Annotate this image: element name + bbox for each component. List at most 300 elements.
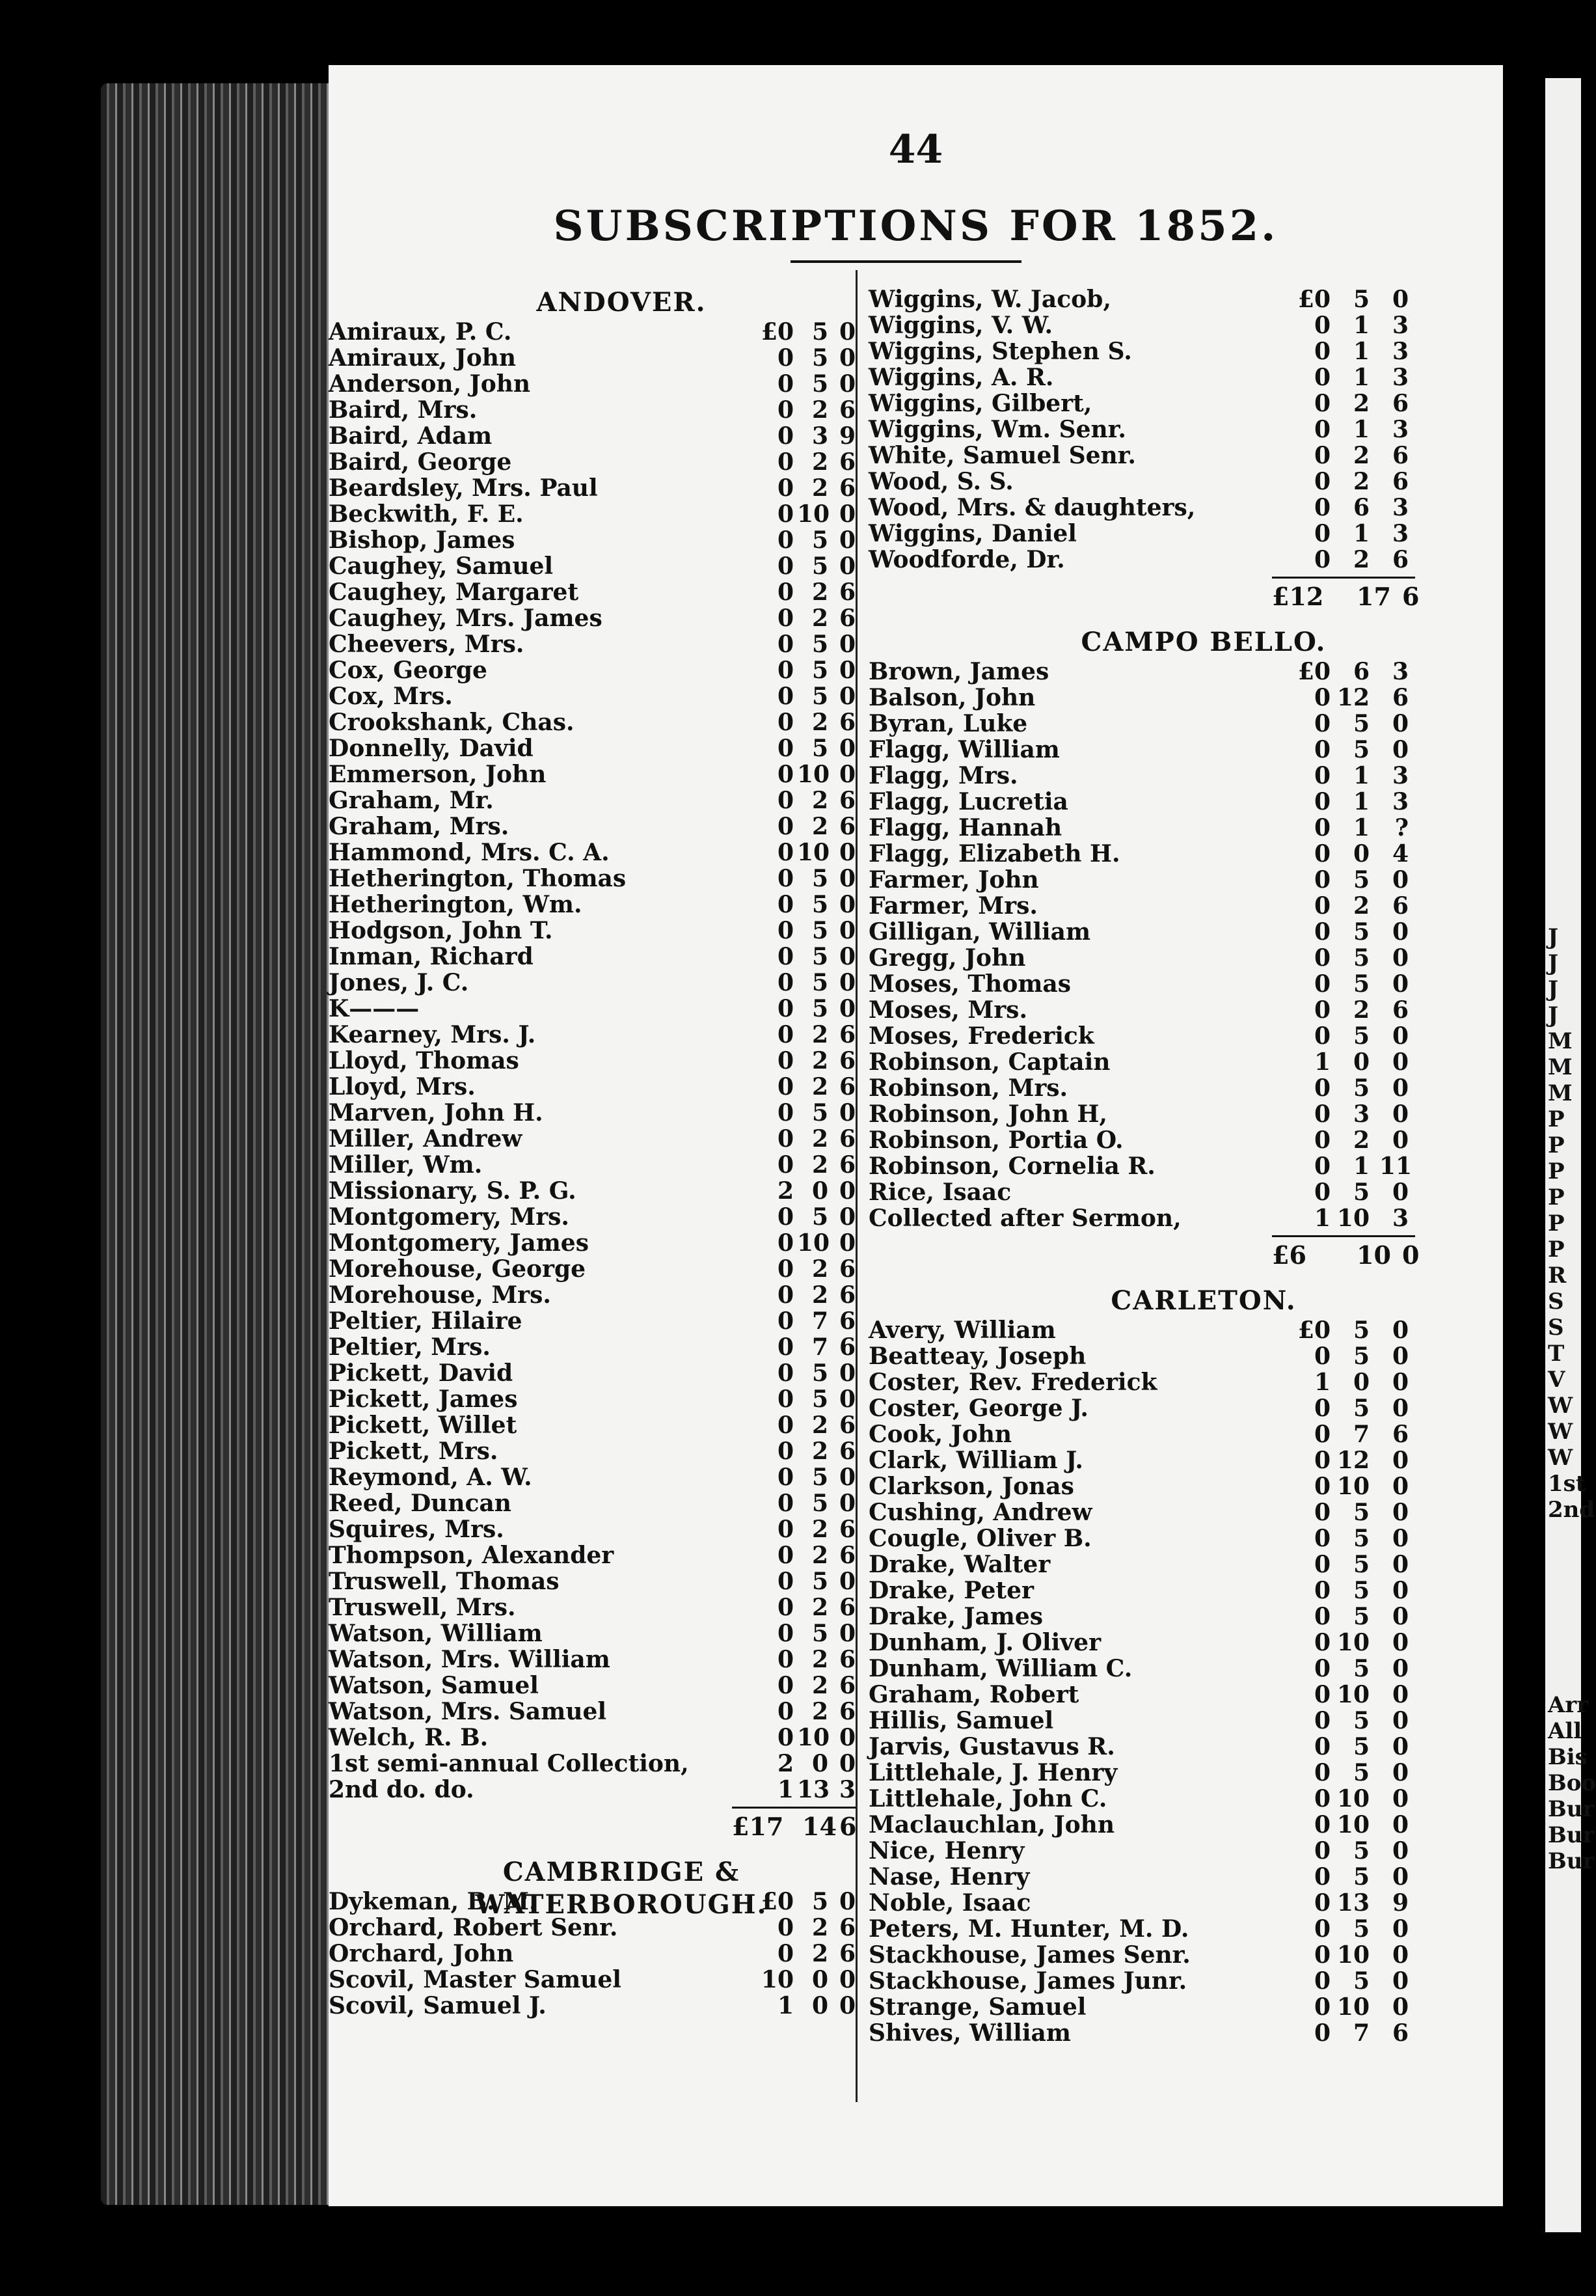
pence: 0 xyxy=(839,1229,856,1257)
total-pounds: £17 xyxy=(732,1812,784,1841)
pence: 3 xyxy=(1392,494,1409,521)
pounds: 0 xyxy=(777,735,794,762)
subscriber-row xyxy=(869,1604,1461,1630)
pounds: 0 xyxy=(1314,364,1331,391)
shillings: 5 xyxy=(1353,1022,1370,1050)
subscriber-name: Kearney, Mrs. J. xyxy=(329,1021,536,1048)
shillings: 5 xyxy=(1353,970,1370,998)
subscriber-name: Wiggins, Gilbert, xyxy=(869,390,1092,417)
pence: 0 xyxy=(1392,918,1409,946)
subscriber-name: Strange, Samuel xyxy=(869,1993,1087,2021)
subscriber-name: Anderson, John xyxy=(329,370,531,398)
subscriber-row xyxy=(869,1447,1461,1473)
subscriber-row xyxy=(869,1101,1461,1127)
pence: 0 xyxy=(839,761,856,788)
shillings: 1 xyxy=(1353,814,1370,841)
shillings: 5 xyxy=(811,865,828,892)
adjacent-page-fragment: J xyxy=(1548,950,1559,976)
adjacent-page-fragment: 1st xyxy=(1548,1471,1586,1497)
subscriber-name: Watson, Samuel xyxy=(329,1672,539,1699)
subscriber-row xyxy=(329,423,862,449)
pounds: 0 xyxy=(1314,520,1331,547)
subscriber-row xyxy=(329,1620,862,1647)
subscriber-name: Baird, Adam xyxy=(329,422,493,450)
shillings: 12 xyxy=(1336,684,1370,711)
subscriber-name: Flagg, Elizabeth H. xyxy=(869,840,1120,868)
subscriber-name: Dykeman, B. M. xyxy=(329,1888,537,1915)
pence: 6 xyxy=(839,1594,856,1621)
shillings: 10 xyxy=(1336,1811,1370,1838)
pounds: 0 xyxy=(1314,2019,1331,2047)
pounds: 0 xyxy=(777,1724,794,1751)
subscriber-row xyxy=(329,449,862,475)
subscriber-name: Robinson, Cornelia R. xyxy=(869,1153,1156,1180)
subscriber-row xyxy=(329,319,862,345)
adjacent-page-fragment: R xyxy=(1548,1263,1567,1289)
adjacent-page-fragment: S xyxy=(1548,1289,1564,1315)
shillings: 2 xyxy=(811,1021,828,1048)
shillings: 10 xyxy=(797,839,830,866)
subscriber-row xyxy=(869,1395,1461,1421)
pounds: 0 xyxy=(1314,1837,1331,1865)
subscriber-row xyxy=(869,945,1461,971)
pence: 0 xyxy=(839,943,856,970)
pounds: 0 xyxy=(1314,1525,1331,1552)
subscriber-row xyxy=(329,840,862,866)
shillings: 5 xyxy=(811,631,828,658)
pounds: 0 xyxy=(777,396,794,424)
subscriber-name: Graham, Mr. xyxy=(329,787,494,814)
subscriber-row xyxy=(329,605,862,631)
subscriber-name: Wiggins, W. Jacob, xyxy=(869,286,1111,313)
pence: 0 xyxy=(839,1620,856,1647)
pounds: 0 xyxy=(777,1151,794,1179)
subscriber-name: Wiggins, Daniel xyxy=(869,520,1077,547)
subscriber-name: Hammond, Mrs. C. A. xyxy=(329,839,610,866)
pounds: 0 xyxy=(1314,1153,1331,1180)
subscriber-name: Miller, Andrew xyxy=(329,1125,522,1153)
pence: 3 xyxy=(1392,338,1409,365)
pence: 6 xyxy=(1392,546,1409,573)
subscriber-row xyxy=(329,1516,862,1542)
pounds: 0 xyxy=(1314,1733,1331,1760)
shillings: 10 xyxy=(1336,1785,1370,1812)
subscriber-name: Bishop, James xyxy=(329,526,515,554)
shillings: 0 xyxy=(811,1177,828,1205)
pounds: 10 xyxy=(761,1966,794,1993)
shillings: 12 xyxy=(1336,1447,1370,1474)
subscriber-name: Flagg, Lucretia xyxy=(869,788,1068,815)
adjacent-page-fragment: P xyxy=(1548,1237,1565,1263)
adjacent-page-fragment: T xyxy=(1548,1341,1565,1367)
adjacent-page-fragment: S xyxy=(1548,1315,1564,1341)
subscriber-name: Drake, Peter xyxy=(869,1577,1034,1604)
subscriber-name: Baird, George xyxy=(329,448,512,476)
pence: 3 xyxy=(1392,762,1409,789)
subscriber-row xyxy=(869,659,1461,685)
subscriber-name: Cox, George xyxy=(329,657,487,684)
pounds: 0 xyxy=(1314,1395,1331,1422)
adjacent-page-fragment: Bur xyxy=(1548,1796,1595,1822)
pence: 6 xyxy=(1392,996,1409,1024)
pounds: 0 xyxy=(1314,710,1331,737)
subscriber-name: Amiraux, P. C. xyxy=(329,318,512,346)
subscriber-row xyxy=(329,1152,862,1178)
pence: 0 xyxy=(839,1177,856,1205)
pounds: 0 xyxy=(1314,1655,1331,1682)
subscriber-row xyxy=(329,1751,862,1777)
subscriber-name: Farmer, John xyxy=(869,866,1039,894)
shillings: 7 xyxy=(811,1307,828,1335)
subscriber-name: Wood, S. S. xyxy=(869,468,1014,495)
subscriber-name: Jones, J. C. xyxy=(329,969,469,996)
subscriber-row xyxy=(869,1205,1461,1231)
subscriber-row xyxy=(869,1812,1461,1838)
pounds: 0 xyxy=(777,1333,794,1361)
pounds: 0 xyxy=(1314,1447,1331,1474)
shillings: 1 xyxy=(1353,416,1370,443)
pence: 0 xyxy=(1392,1473,1409,1500)
subscriber-row xyxy=(329,1360,862,1386)
subscriber-name: Reed, Duncan xyxy=(329,1490,511,1517)
pounds: 0 xyxy=(1314,1499,1331,1526)
adjacent-page-fragment: P xyxy=(1548,1132,1565,1158)
adjacent-page-fragment: M xyxy=(1548,1080,1573,1106)
pounds: 0 xyxy=(777,1490,794,1517)
adjacent-page-fragment: M xyxy=(1548,1028,1573,1054)
shillings: 5 xyxy=(811,1490,828,1517)
subscriber-row xyxy=(329,1204,862,1230)
subscriber-name: K——— xyxy=(329,995,420,1022)
pounds: 0 xyxy=(777,344,794,372)
pounds: 0 xyxy=(777,1281,794,1309)
pence: 0 xyxy=(839,1490,856,1517)
section-total xyxy=(1272,1235,1420,1273)
pounds: 0 xyxy=(777,839,794,866)
shillings: 5 xyxy=(1353,1343,1370,1370)
pence: 0 xyxy=(839,865,856,892)
subscriber-row xyxy=(869,1864,1461,1890)
adjacent-page-fragment: M xyxy=(1548,1054,1573,1080)
shillings: 5 xyxy=(1353,944,1370,972)
shillings: 5 xyxy=(811,1464,828,1491)
pounds: 0 xyxy=(1314,1551,1331,1578)
pence: 6 xyxy=(839,474,856,502)
pounds: 0 xyxy=(777,1620,794,1647)
pence: 6 xyxy=(839,1021,856,1048)
shillings: 5 xyxy=(1353,1074,1370,1102)
subscriber-row xyxy=(329,709,862,735)
subscriber-row xyxy=(869,1968,1461,1994)
pounds: 0 xyxy=(777,1698,794,1725)
subscriber-row xyxy=(869,867,1461,893)
pounds: 0 xyxy=(777,1914,794,1941)
section-gap xyxy=(869,1273,1461,1285)
pounds: 1 xyxy=(1314,1048,1331,1076)
subscriber-name: Pickett, James xyxy=(329,1386,518,1413)
subscriber-row xyxy=(869,1179,1461,1205)
subscriber-name: Cook, John xyxy=(869,1421,1012,1448)
shillings: 5 xyxy=(811,1386,828,1413)
pence: 0 xyxy=(1392,1733,1409,1760)
pounds: 0 xyxy=(1314,416,1331,443)
subscriber-row xyxy=(869,789,1461,815)
subscriber-name: Farmer, Mrs. xyxy=(869,892,1038,920)
pounds: 0 xyxy=(1314,442,1331,469)
subscriber-name: Moses, Frederick xyxy=(869,1022,1094,1050)
subscriber-row xyxy=(869,2020,1461,2046)
pounds: 0 xyxy=(1314,840,1331,868)
pounds: 0 xyxy=(1314,970,1331,998)
pence: 0 xyxy=(1392,1655,1409,1682)
shillings: 2 xyxy=(811,1151,828,1179)
pounds: 0 xyxy=(777,1125,794,1153)
pounds: 0 xyxy=(777,422,794,450)
shillings: 0 xyxy=(811,1966,828,1993)
shillings: 5 xyxy=(1353,1525,1370,1552)
pence: 0 xyxy=(839,1203,856,1231)
adjacent-page-fragment: Bur xyxy=(1548,1848,1595,1874)
pounds: 0 xyxy=(777,579,794,606)
subscriber-name: Flagg, Hannah xyxy=(869,814,1062,841)
subscriber-name: Watson, William xyxy=(329,1620,543,1647)
pence: 0 xyxy=(839,631,856,658)
shillings: 2 xyxy=(811,709,828,736)
pounds: 1 xyxy=(777,1992,794,2019)
shillings: 10 xyxy=(1336,1629,1370,1656)
pounds: 0 xyxy=(1314,788,1331,815)
pence: 6 xyxy=(839,709,856,736)
pence: 4 xyxy=(1392,840,1409,868)
subscriber-name: Nase, Henry xyxy=(869,1863,1030,1891)
pence: 11 xyxy=(1379,1153,1413,1180)
shillings: 6 xyxy=(1353,494,1370,521)
shillings: 5 xyxy=(1353,1707,1370,1734)
subscriber-name: Wiggins, Wm. Senr. xyxy=(869,416,1126,443)
shillings: 5 xyxy=(1353,866,1370,894)
pence: 6 xyxy=(1392,2019,1409,2047)
pounds: 1 xyxy=(1314,1205,1331,1232)
subscriber-row xyxy=(329,1490,862,1516)
pounds: 0 xyxy=(777,1021,794,1048)
pounds: 0 xyxy=(1314,1785,1331,1812)
shillings: 5 xyxy=(1353,710,1370,737)
subscriber-row xyxy=(329,1308,862,1334)
subscriber-row xyxy=(329,1915,862,1941)
adjacent-page-fragment: Arr xyxy=(1548,1692,1589,1718)
subscriber-name: Moses, Mrs. xyxy=(869,996,1027,1024)
pounds: 0 xyxy=(777,1229,794,1257)
shillings: 2 xyxy=(811,396,828,424)
shillings: 2 xyxy=(811,1438,828,1465)
subscriber-name: Moses, Thomas xyxy=(869,970,1072,998)
shillings: 2 xyxy=(811,1412,828,1439)
adjacent-page-fragment: P xyxy=(1548,1210,1565,1237)
pence: 0 xyxy=(839,526,856,554)
pounds: £0 xyxy=(761,1888,794,1915)
subscriber-row xyxy=(869,815,1461,841)
pounds: 0 xyxy=(777,1542,794,1569)
pence: 0 xyxy=(1392,1811,1409,1838)
pence: 0 xyxy=(839,344,856,372)
pounds: 0 xyxy=(777,683,794,710)
subscriber-name: Graham, Mrs. xyxy=(329,813,509,840)
subscriber-name: Peters, M. Hunter, M. D. xyxy=(869,1915,1189,1943)
shillings: 5 xyxy=(811,891,828,918)
subscriber-name: Robinson, John H, xyxy=(869,1100,1107,1128)
shillings: 5 xyxy=(1353,286,1370,313)
subscriber-row xyxy=(869,971,1461,997)
pence: 0 xyxy=(1392,1048,1409,1076)
subscriber-name: Caughey, Mrs. James xyxy=(329,605,602,632)
shillings: 5 xyxy=(1353,1967,1370,1995)
subscriber-row xyxy=(329,397,862,423)
subscriber-row xyxy=(329,735,862,761)
subscriber-row xyxy=(329,1542,862,1568)
adjacent-page-fragment: Bur xyxy=(1548,1822,1595,1848)
pounds: 0 xyxy=(777,370,794,398)
pounds: £0 xyxy=(1297,1317,1331,1344)
subscriber-row xyxy=(869,919,1461,945)
shillings: 2 xyxy=(1353,1127,1370,1154)
pence: 6 xyxy=(839,1646,856,1673)
subscriber-row xyxy=(869,547,1461,573)
subscriber-row xyxy=(329,1568,862,1594)
subscriber-row xyxy=(329,371,862,397)
pence: 0 xyxy=(839,1464,856,1491)
subscriber-name: Collected after Sermon, xyxy=(869,1205,1182,1232)
subscriber-name: Peltier, Mrs. xyxy=(329,1333,491,1361)
pounds: 0 xyxy=(1314,312,1331,339)
pence: 0 xyxy=(1392,1395,1409,1422)
pounds: 0 xyxy=(777,1307,794,1335)
pence: 6 xyxy=(1392,892,1409,920)
left-column xyxy=(329,286,862,2019)
subscriber-name: Gregg, John xyxy=(869,944,1026,972)
subscriber-name: Avery, William xyxy=(869,1317,1056,1344)
subscriber-row xyxy=(329,631,862,657)
pence: 0 xyxy=(1392,1941,1409,1969)
adjacent-page-fragment: Bis xyxy=(1548,1744,1588,1770)
shillings: 5 xyxy=(811,370,828,398)
pounds: 0 xyxy=(1314,814,1331,841)
subscriber-name: Stackhouse, James Junr. xyxy=(869,1967,1187,1995)
subscriber-name: Brown, James xyxy=(869,658,1049,685)
subscriber-row xyxy=(869,1838,1461,1864)
subscriber-row xyxy=(869,1127,1461,1153)
shillings: 2 xyxy=(811,813,828,840)
subscriber-name: Watson, Mrs. Samuel xyxy=(329,1698,607,1725)
subscriber-row xyxy=(869,1578,1461,1604)
pence: 0 xyxy=(1392,1179,1409,1206)
shillings: 5 xyxy=(811,553,828,580)
subscriber-name: Caughey, Samuel xyxy=(329,553,554,580)
shillings: 5 xyxy=(811,735,828,762)
adjacent-page-fragment: J xyxy=(1548,924,1559,950)
pounds: £0 xyxy=(1297,286,1331,313)
pounds: 0 xyxy=(1314,1074,1331,1102)
subscriber-name: Truswell, Thomas xyxy=(329,1568,560,1595)
pence: 6 xyxy=(839,396,856,424)
pounds: 0 xyxy=(1314,944,1331,972)
total-pence: 6 xyxy=(1402,582,1420,611)
pounds: 0 xyxy=(777,1568,794,1595)
subscriber-name: Inman, Richard xyxy=(329,943,534,970)
pence: 3 xyxy=(1392,312,1409,339)
pence: 0 xyxy=(1392,1629,1409,1656)
shillings: 5 xyxy=(1353,1837,1370,1865)
shillings: 5 xyxy=(811,1099,828,1127)
shillings: 10 xyxy=(797,1229,830,1257)
subscriber-row xyxy=(329,1386,862,1412)
pounds: 0 xyxy=(777,761,794,788)
total-shillings: 10 xyxy=(1357,1240,1391,1270)
subscriber-row xyxy=(869,1551,1461,1578)
subscriber-name: Montgomery, James xyxy=(329,1229,589,1257)
pence: 0 xyxy=(839,657,856,684)
pounds: 0 xyxy=(777,969,794,996)
pence: 0 xyxy=(839,1992,856,2019)
subscriber-name: Lloyd, Thomas xyxy=(329,1047,519,1074)
subscriber-name: Flagg, Mrs. xyxy=(869,762,1018,789)
subscriber-row xyxy=(329,1699,862,1725)
shillings: 5 xyxy=(811,526,828,554)
pounds: 0 xyxy=(1314,1179,1331,1206)
subscriber-name: Pickett, David xyxy=(329,1360,513,1387)
pence: 0 xyxy=(1392,1967,1409,1995)
subscriber-row xyxy=(329,1100,862,1126)
pence: 3 xyxy=(1392,658,1409,685)
pence: 6 xyxy=(839,1151,856,1179)
shillings: 5 xyxy=(1353,1577,1370,1604)
pence: 0 xyxy=(839,1966,856,1993)
shillings: 5 xyxy=(1353,1655,1370,1682)
subscriber-name: Coster, Rev. Frederick xyxy=(869,1369,1157,1396)
pounds: 0 xyxy=(777,1099,794,1127)
pence: 6 xyxy=(839,1281,856,1309)
subscriber-row xyxy=(869,364,1461,390)
pounds: 0 xyxy=(1314,1022,1331,1050)
pounds: 0 xyxy=(1314,1100,1331,1128)
subscriber-row xyxy=(329,787,862,813)
shillings: 5 xyxy=(1353,1915,1370,1943)
pence: 9 xyxy=(1392,1889,1409,1917)
subscriber-row xyxy=(329,996,862,1022)
pence: 0 xyxy=(1392,866,1409,894)
pounds: 0 xyxy=(777,943,794,970)
pence: 6 xyxy=(839,1073,856,1100)
adjacent-page-fragment: J xyxy=(1548,976,1559,1002)
subscriber-row xyxy=(869,1890,1461,1916)
subscriber-row xyxy=(329,1464,862,1490)
subscriber-name: Squires, Mrs. xyxy=(329,1516,504,1543)
pounds: 0 xyxy=(1314,1577,1331,1604)
subscriber-row xyxy=(869,1499,1461,1525)
pounds: 0 xyxy=(1314,1889,1331,1917)
subscriber-name: Clarkson, Jonas xyxy=(869,1473,1074,1500)
pounds: 0 xyxy=(777,605,794,632)
subscriber-row xyxy=(869,1630,1461,1656)
pounds: 0 xyxy=(777,709,794,736)
pounds: 0 xyxy=(777,1940,794,1967)
subscriber-row xyxy=(869,1916,1461,1942)
shillings: 2 xyxy=(811,1698,828,1725)
pence: 0 xyxy=(1392,1343,1409,1370)
subscriber-row xyxy=(329,918,862,944)
subscriber-row xyxy=(329,761,862,787)
shillings: 5 xyxy=(811,318,828,346)
subscriber-row xyxy=(329,657,862,683)
